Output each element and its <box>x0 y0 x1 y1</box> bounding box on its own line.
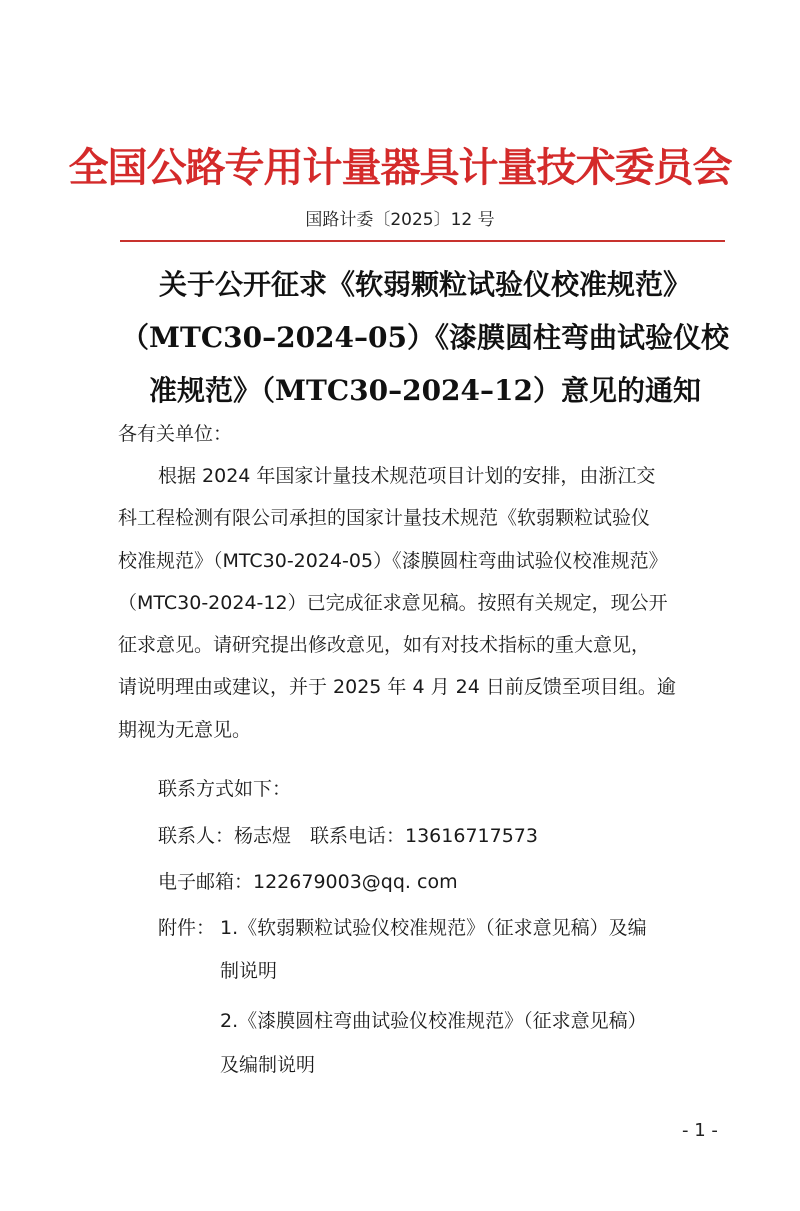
paragraph-line: 校准规范》（MTC30-2024-05）《漆膜圆柱弯曲试验仪校准规范》 <box>118 549 668 572</box>
paragraph-line: 请说明理由或建议，并于 2025 年 4 月 24 日前反馈至项目组。逾 <box>118 676 676 699</box>
attachment-item-1: 1.《软弱颗粒试验仪校准规范》（征求意见稿）及编 <box>220 917 647 939</box>
salutation: 各有关单位： <box>118 423 233 445</box>
attachments-label: 附件： <box>158 917 216 939</box>
paragraph-line: 征求意见。请研究提出修改意见，如有对技术指标的重大意见， <box>118 634 651 657</box>
paragraph-line: 科工程检测有限公司承担的国家计量技术规范《软弱颗粒试验仪 <box>118 507 651 530</box>
paragraph-line: 期视为无意见。 <box>118 718 252 741</box>
contact-email: 电子邮箱：122679003@qq. com <box>158 871 458 893</box>
title-line: （MTC30–2024–05）《漆膜圆柱弯曲试验仪校 <box>121 321 729 354</box>
contact-person: 联系人：杨志煜 联系电话：13616717573 <box>158 825 538 847</box>
paragraph-line: （MTC30-2024-12）已完成征求意见稿。按照有关规定，现公开 <box>118 591 668 614</box>
body-paragraph <box>118 455 738 751</box>
header-divider <box>120 240 725 242</box>
page-number: - 1 - <box>682 1120 718 1141</box>
attachment-item-1-cont: 制说明 <box>220 960 278 982</box>
document-number: 国路计委〔2025〕12 号 <box>305 210 495 230</box>
title-line: 关于公开征求《软弱颗粒试验仪校准规范》 <box>158 268 691 301</box>
paragraph-line: 根据 2024 年国家计量技术规范项目计划的安排，由浙江交 <box>158 465 656 487</box>
contact-intro: 联系方式如下： <box>158 778 292 800</box>
document-title <box>110 258 740 417</box>
attachment-item-2-cont: 及编制说明 <box>220 1054 316 1076</box>
title-line: 准规范》（MTC30–2024–12）意见的通知 <box>149 374 701 407</box>
organization-header: 全国公路专用计量器具计量技术委员会 <box>68 144 732 191</box>
attachment-item-2: 2.《漆膜圆柱弯曲试验仪校准规范》（征求意见稿） <box>220 1010 647 1032</box>
